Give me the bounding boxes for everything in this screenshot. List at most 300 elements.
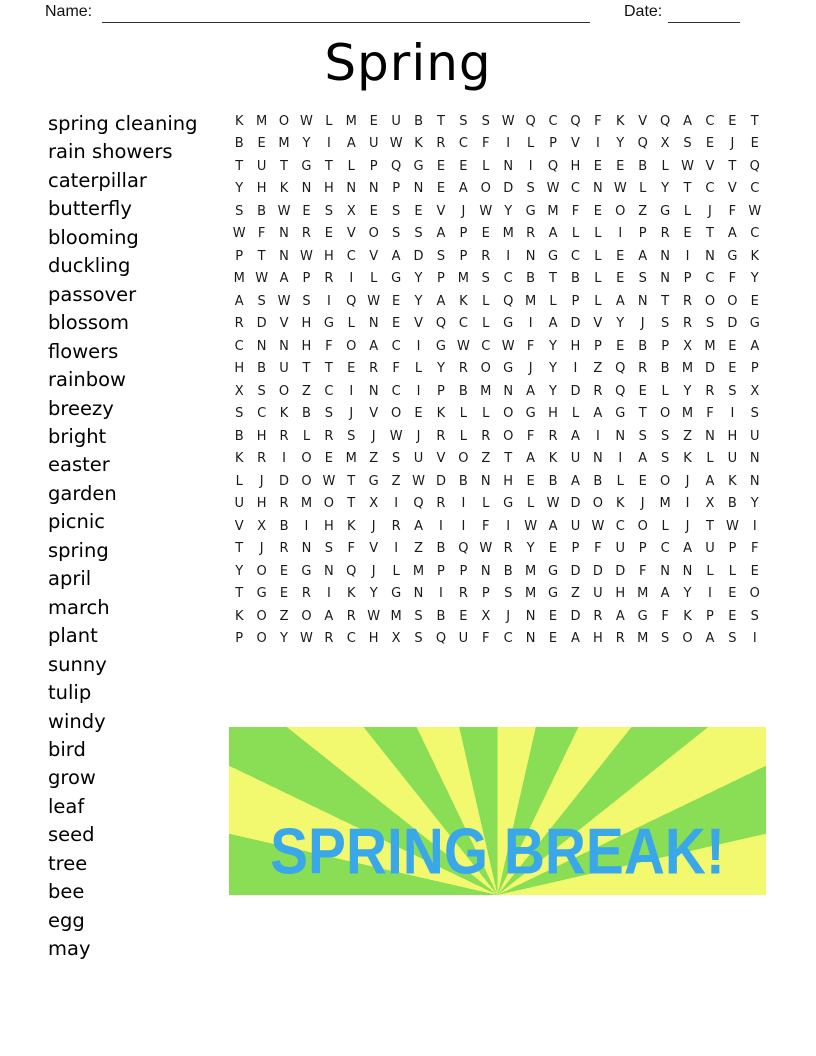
grid-letter: U — [750, 428, 760, 444]
grid-letter: N — [503, 383, 514, 399]
grid-letter: A — [615, 608, 625, 624]
grid-letter: C — [503, 271, 513, 287]
grid-letter: F — [728, 203, 737, 219]
grid-letter: L — [616, 473, 624, 489]
grid-letter: E — [459, 158, 468, 174]
grid-letter: P — [706, 608, 714, 624]
grid-letter: S — [638, 428, 647, 444]
grid-letter: M — [480, 383, 492, 399]
grid-letter: K — [414, 136, 423, 152]
grid-letter: R — [458, 361, 468, 377]
grid-letter: E — [728, 338, 737, 354]
grid-letter: J — [640, 496, 645, 512]
word-item: windy — [48, 709, 106, 733]
grid-letter: L — [549, 293, 557, 309]
word-item: leaf — [48, 794, 85, 818]
grid-letter: K — [436, 406, 446, 422]
grid-letter: N — [301, 541, 312, 557]
grid-letter: Q — [660, 113, 671, 129]
grid-letter: D — [570, 383, 581, 399]
grid-letter: S — [481, 271, 490, 287]
grid-letter: L — [594, 271, 602, 287]
grid-letter: W — [232, 226, 246, 242]
grid-letter: G — [525, 406, 536, 422]
grid-letter: L — [526, 136, 535, 152]
grid-letter: Y — [526, 541, 535, 557]
grid-letter: S — [302, 293, 311, 309]
grid-letter: R — [458, 586, 468, 602]
letter-grid — [228, 110, 766, 650]
grid-letter: A — [615, 293, 625, 309]
grid-letter: O — [503, 406, 514, 422]
grid-letter: T — [324, 361, 333, 377]
grid-letter: C — [346, 248, 356, 264]
grid-letter: H — [592, 631, 603, 647]
grid-letter: W — [501, 338, 515, 354]
grid-letter: E — [369, 203, 378, 219]
grid-letter: P — [683, 271, 692, 287]
grid-letter: Z — [391, 473, 401, 489]
grid-letter: E — [750, 293, 759, 309]
grid-letter: J — [259, 541, 264, 557]
grid-letter: O — [480, 181, 491, 197]
grid-letter: T — [436, 113, 445, 129]
grid-letter: E — [548, 631, 558, 647]
grid-letter: N — [593, 181, 603, 197]
grid-letter: G — [301, 158, 312, 174]
grid-letter: Y — [235, 563, 244, 579]
word-item: duckling — [48, 254, 131, 278]
grid-letter: E — [683, 226, 692, 242]
grid-letter: H — [503, 473, 514, 489]
grid-letter: W — [277, 203, 291, 219]
grid-letter: B — [257, 361, 267, 377]
grid-letter: J — [708, 203, 712, 219]
grid-letter: Y — [750, 271, 759, 287]
grid-letter: B — [660, 361, 670, 377]
grid-letter: C — [615, 518, 625, 534]
grid-letter: T — [661, 293, 670, 309]
grid-letter: B — [526, 271, 536, 287]
word-item: blossom — [48, 311, 129, 335]
grid-letter: G — [615, 406, 626, 422]
grid-letter: A — [279, 271, 289, 287]
grid-letter: S — [504, 586, 513, 602]
grid-letter: R — [279, 496, 289, 512]
grid-letter: D — [570, 496, 581, 512]
grid-letter: K — [683, 608, 692, 624]
grid-letter: I — [439, 518, 443, 534]
grid-letter: V — [593, 316, 603, 332]
grid-letter: Y — [750, 496, 759, 512]
grid-letter: N — [324, 563, 334, 579]
grid-letter: P — [638, 226, 647, 242]
grid-letter: B — [548, 473, 558, 489]
grid-letter: S — [481, 113, 490, 129]
grid-letter: M — [256, 113, 268, 129]
grid-letter: N — [660, 563, 670, 579]
grid-letter: A — [683, 113, 692, 129]
grid-letter: S — [257, 293, 266, 309]
grid-letter: V — [638, 113, 648, 129]
grid-letter: L — [661, 518, 669, 534]
grid-letter: R — [369, 361, 379, 377]
grid-letter: S — [324, 541, 333, 557]
grid-letter: T — [504, 451, 513, 467]
grid-letter: Q — [435, 316, 447, 332]
grid-letter: V — [369, 541, 379, 557]
grid-letter: M — [525, 563, 537, 579]
word-item: tree — [48, 851, 88, 875]
grid-letter: L — [706, 563, 714, 579]
grid-letter: F — [482, 136, 490, 152]
grid-letter: C — [705, 181, 715, 197]
grid-letter: A — [526, 451, 536, 467]
grid-letter: J — [371, 518, 376, 534]
grid-letter: E — [638, 383, 647, 399]
grid-letter: F — [706, 406, 714, 422]
grid-letter: N — [346, 181, 357, 197]
word-item: rain showers — [48, 140, 173, 164]
grid-letter: J — [259, 473, 264, 489]
grid-letter: K — [459, 293, 468, 309]
grid-letter: O — [503, 428, 514, 444]
grid-letter: B — [234, 136, 244, 152]
grid-letter: Y — [235, 181, 244, 197]
grid-letter: C — [750, 181, 760, 197]
grid-letter: R — [526, 226, 536, 242]
grid-letter: I — [349, 383, 354, 399]
grid-letter: S — [324, 406, 333, 422]
grid-letter: L — [661, 158, 669, 174]
grid-letter: R — [436, 496, 446, 512]
grid-letter: I — [282, 451, 286, 467]
grid-letter: E — [302, 203, 311, 219]
word-item: butterfly — [48, 197, 132, 221]
grid-letter: G — [368, 473, 379, 489]
grid-letter: F — [482, 518, 490, 534]
grid-letter: O — [458, 451, 469, 467]
grid-letter: O — [660, 473, 671, 489]
grid-letter: G — [637, 608, 648, 624]
grid-letter: U — [458, 631, 469, 647]
grid-letter: G — [749, 316, 760, 332]
grid-letter: P — [437, 563, 445, 579]
grid-letter: B — [638, 158, 648, 174]
grid-letter: Q — [391, 158, 402, 174]
grid-letter: F — [594, 541, 602, 557]
grid-letter: T — [257, 248, 266, 264]
grid-letter: Q — [346, 563, 357, 579]
grid-letter: P — [459, 563, 468, 579]
grid-letter: Y — [683, 383, 692, 399]
grid-letter: I — [349, 271, 354, 287]
word-item: rainbow — [48, 368, 126, 392]
grid-letter: W — [389, 428, 403, 444]
grid-letter: M — [278, 136, 290, 152]
word-item: spring cleaning — [48, 112, 198, 135]
grid-letter: M — [390, 608, 402, 624]
grid-letter: W — [277, 293, 291, 309]
grid-letter: G — [503, 361, 514, 377]
grid-letter: A — [391, 248, 401, 264]
grid-letter: H — [548, 406, 558, 422]
grid-letter: U — [391, 113, 401, 129]
grid-letter: S — [750, 406, 759, 422]
grid-letter: S — [257, 383, 266, 399]
grid-letter: E — [279, 563, 289, 579]
word-item: egg — [48, 908, 85, 932]
grid-letter: S — [459, 113, 468, 129]
word-item: flowers — [48, 339, 119, 363]
grid-letter: G — [435, 338, 446, 354]
grid-letter: Z — [593, 361, 603, 377]
grid-letter: M — [300, 496, 313, 512]
grid-letter: R — [234, 316, 244, 332]
grid-letter: K — [279, 406, 289, 422]
grid-letter: X — [257, 518, 267, 534]
grid-letter: A — [436, 226, 446, 242]
grid-letter: N — [256, 338, 267, 354]
spring-break-banner — [229, 727, 766, 895]
grid-letter: M — [345, 113, 357, 129]
grid-letter: I — [595, 428, 600, 444]
grid-letter: P — [750, 361, 759, 377]
grid-letter: M — [637, 631, 649, 647]
grid-letter: Y — [549, 338, 557, 354]
grid-letter: K — [347, 586, 356, 602]
word-item: caterpillar — [48, 168, 147, 192]
grid-letter: E — [638, 473, 647, 489]
grid-letter: V — [279, 316, 289, 332]
grid-letter: T — [638, 406, 647, 422]
grid-letter: K — [750, 248, 760, 264]
grid-letter: Q — [458, 541, 469, 557]
grid-letter: A — [548, 226, 558, 242]
grid-letter: W — [591, 518, 605, 534]
grid-letter: Z — [369, 451, 379, 467]
grid-letter: J — [685, 473, 690, 489]
grid-letter: G — [525, 203, 536, 219]
grid-letter: F — [526, 428, 535, 444]
grid-letter: R — [436, 136, 446, 152]
grid-letter: E — [728, 608, 737, 624]
grid-letter: B — [234, 428, 244, 444]
date-label: Date: — [624, 3, 663, 20]
grid-letter: A — [324, 608, 334, 624]
grid-letter: S — [728, 383, 737, 399]
grid-letter: R — [346, 608, 356, 624]
grid-letter: B — [570, 271, 580, 287]
grid-letter: I — [618, 226, 623, 242]
grid-letter: C — [391, 338, 401, 354]
grid-letter: P — [661, 338, 670, 354]
grid-letter: N — [279, 248, 289, 264]
grid-letter: I — [326, 136, 331, 152]
grid-letter: C — [458, 136, 468, 152]
grid-letter: C — [705, 271, 715, 287]
grid-letter: S — [235, 406, 244, 422]
grid-letter: H — [368, 631, 379, 647]
grid-letter: Z — [301, 383, 311, 399]
grid-letter: B — [458, 383, 468, 399]
grid-letter: W — [479, 541, 493, 557]
grid-letter: Z — [683, 428, 692, 444]
grid-letter: W — [748, 203, 762, 219]
grid-letter: W — [501, 113, 515, 129]
grid-letter: V — [705, 158, 715, 174]
grid-letter: R — [391, 518, 401, 534]
grid-letter: M — [704, 338, 716, 354]
grid-letter: P — [235, 631, 244, 647]
grid-letter: M — [637, 586, 649, 602]
grid-letter: N — [660, 248, 670, 264]
grid-letter: N — [749, 473, 760, 489]
grid-letter: Y — [616, 136, 625, 152]
grid-letter: Z — [638, 203, 648, 219]
grid-letter: J — [416, 428, 421, 444]
grid-letter: W — [389, 136, 403, 152]
grid-letter: A — [705, 631, 715, 647]
grid-letter: S — [414, 608, 423, 624]
grid-letter: J — [506, 608, 511, 624]
grid-letter: I — [506, 248, 511, 264]
grid-letter: O — [637, 518, 648, 534]
word-item: bright — [48, 424, 107, 448]
grid-letter: Y — [549, 361, 557, 377]
grid-letter: I — [326, 293, 331, 309]
grid-letter: W — [524, 518, 538, 534]
grid-letter: N — [615, 428, 626, 444]
grid-letter: B — [458, 473, 468, 489]
grid-letter: L — [661, 383, 669, 399]
grid-letter: S — [391, 203, 401, 219]
grid-letter: T — [235, 158, 244, 174]
grid-letter: V — [436, 203, 446, 219]
grid-letter: R — [683, 293, 693, 309]
grid-letter: I — [394, 541, 399, 557]
grid-letter: W — [412, 473, 425, 489]
grid-letter: V — [727, 181, 737, 197]
grid-letter: R — [324, 428, 334, 444]
grid-letter: W — [322, 473, 336, 489]
grid-letter: H — [323, 248, 334, 264]
grid-letter: G — [503, 496, 514, 512]
grid-letter: E — [414, 406, 423, 422]
word-item: picnic — [48, 510, 106, 534]
grid-letter: N — [480, 563, 491, 579]
grid-letter: T — [750, 113, 759, 129]
grid-letter: C — [234, 338, 244, 354]
grid-letter: O — [256, 563, 267, 579]
grid-letter: N — [705, 248, 715, 264]
grid-letter: P — [459, 226, 468, 242]
grid-letter: O — [346, 338, 357, 354]
grid-letter: S — [638, 271, 647, 287]
grid-letter: A — [458, 181, 468, 197]
grid-letter: G — [660, 203, 671, 219]
grid-letter: J — [528, 361, 533, 377]
grid-letter: K — [548, 451, 558, 467]
grid-letter: T — [280, 158, 288, 174]
grid-letter: E — [548, 608, 558, 624]
grid-letter: K — [234, 608, 244, 624]
grid-letter: E — [616, 338, 625, 354]
grid-letter: W — [367, 608, 381, 624]
grid-letter: D — [570, 608, 581, 624]
word-item: may — [48, 937, 91, 961]
grid-letter: K — [683, 451, 692, 467]
grid-letter: L — [728, 563, 736, 579]
grid-letter: W — [456, 338, 470, 354]
grid-letter: Y — [302, 136, 311, 152]
grid-letter: N — [660, 271, 670, 287]
grid-letter: F — [392, 361, 400, 377]
grid-letter: Y — [369, 586, 378, 602]
grid-letter: W — [300, 248, 313, 264]
grid-letter: K — [279, 181, 289, 197]
grid-letter: O — [301, 451, 312, 467]
grid-letter: G — [256, 586, 267, 602]
grid-letter: A — [570, 428, 580, 444]
grid-letter: D — [413, 248, 424, 264]
grid-letter: C — [391, 383, 401, 399]
grid-letter: W — [479, 203, 493, 219]
grid-letter: A — [570, 631, 580, 647]
grid-letter: W — [725, 518, 739, 534]
grid-letter: L — [482, 293, 490, 309]
grid-letter: Q — [435, 631, 447, 647]
grid-letter: C — [458, 316, 468, 332]
word-item: march — [48, 595, 110, 619]
grid-letter: U — [593, 586, 603, 602]
grid-letter: L — [347, 316, 355, 332]
grid-letter: O — [256, 631, 267, 647]
grid-letter: R — [705, 383, 715, 399]
grid-letter: R — [660, 226, 670, 242]
grid-letter: H — [234, 361, 245, 377]
grid-letter: G — [413, 158, 424, 174]
grid-letter: A — [593, 406, 603, 422]
grid-letter: S — [660, 428, 670, 444]
grid-letter: B — [503, 563, 513, 579]
grid-letter: X — [705, 496, 715, 512]
grid-letter: L — [347, 158, 355, 174]
grid-letter: I — [416, 383, 421, 399]
grid-letter: N — [749, 451, 760, 467]
grid-letter: L — [594, 226, 602, 242]
grid-letter: W — [546, 496, 560, 512]
grid-letter: E — [324, 226, 333, 242]
grid-letter: A — [638, 248, 648, 264]
grid-letter: A — [548, 518, 558, 534]
grid-letter: E — [728, 361, 737, 377]
grid-letter: V — [369, 406, 379, 422]
grid-letter: K — [728, 473, 737, 489]
grid-letter: E — [705, 136, 715, 152]
word-item: grow — [48, 766, 96, 790]
grid-letter: R — [548, 428, 558, 444]
grid-letter: H — [256, 428, 267, 444]
grid-letter: I — [618, 451, 623, 467]
grid-letter: Q — [346, 293, 357, 309]
grid-letter: E — [616, 271, 625, 287]
word-item: tulip — [48, 681, 92, 705]
grid-letter: F — [347, 541, 356, 557]
grid-letter: S — [660, 631, 670, 647]
grid-letter: F — [594, 113, 602, 129]
grid-letter: N — [593, 451, 603, 467]
